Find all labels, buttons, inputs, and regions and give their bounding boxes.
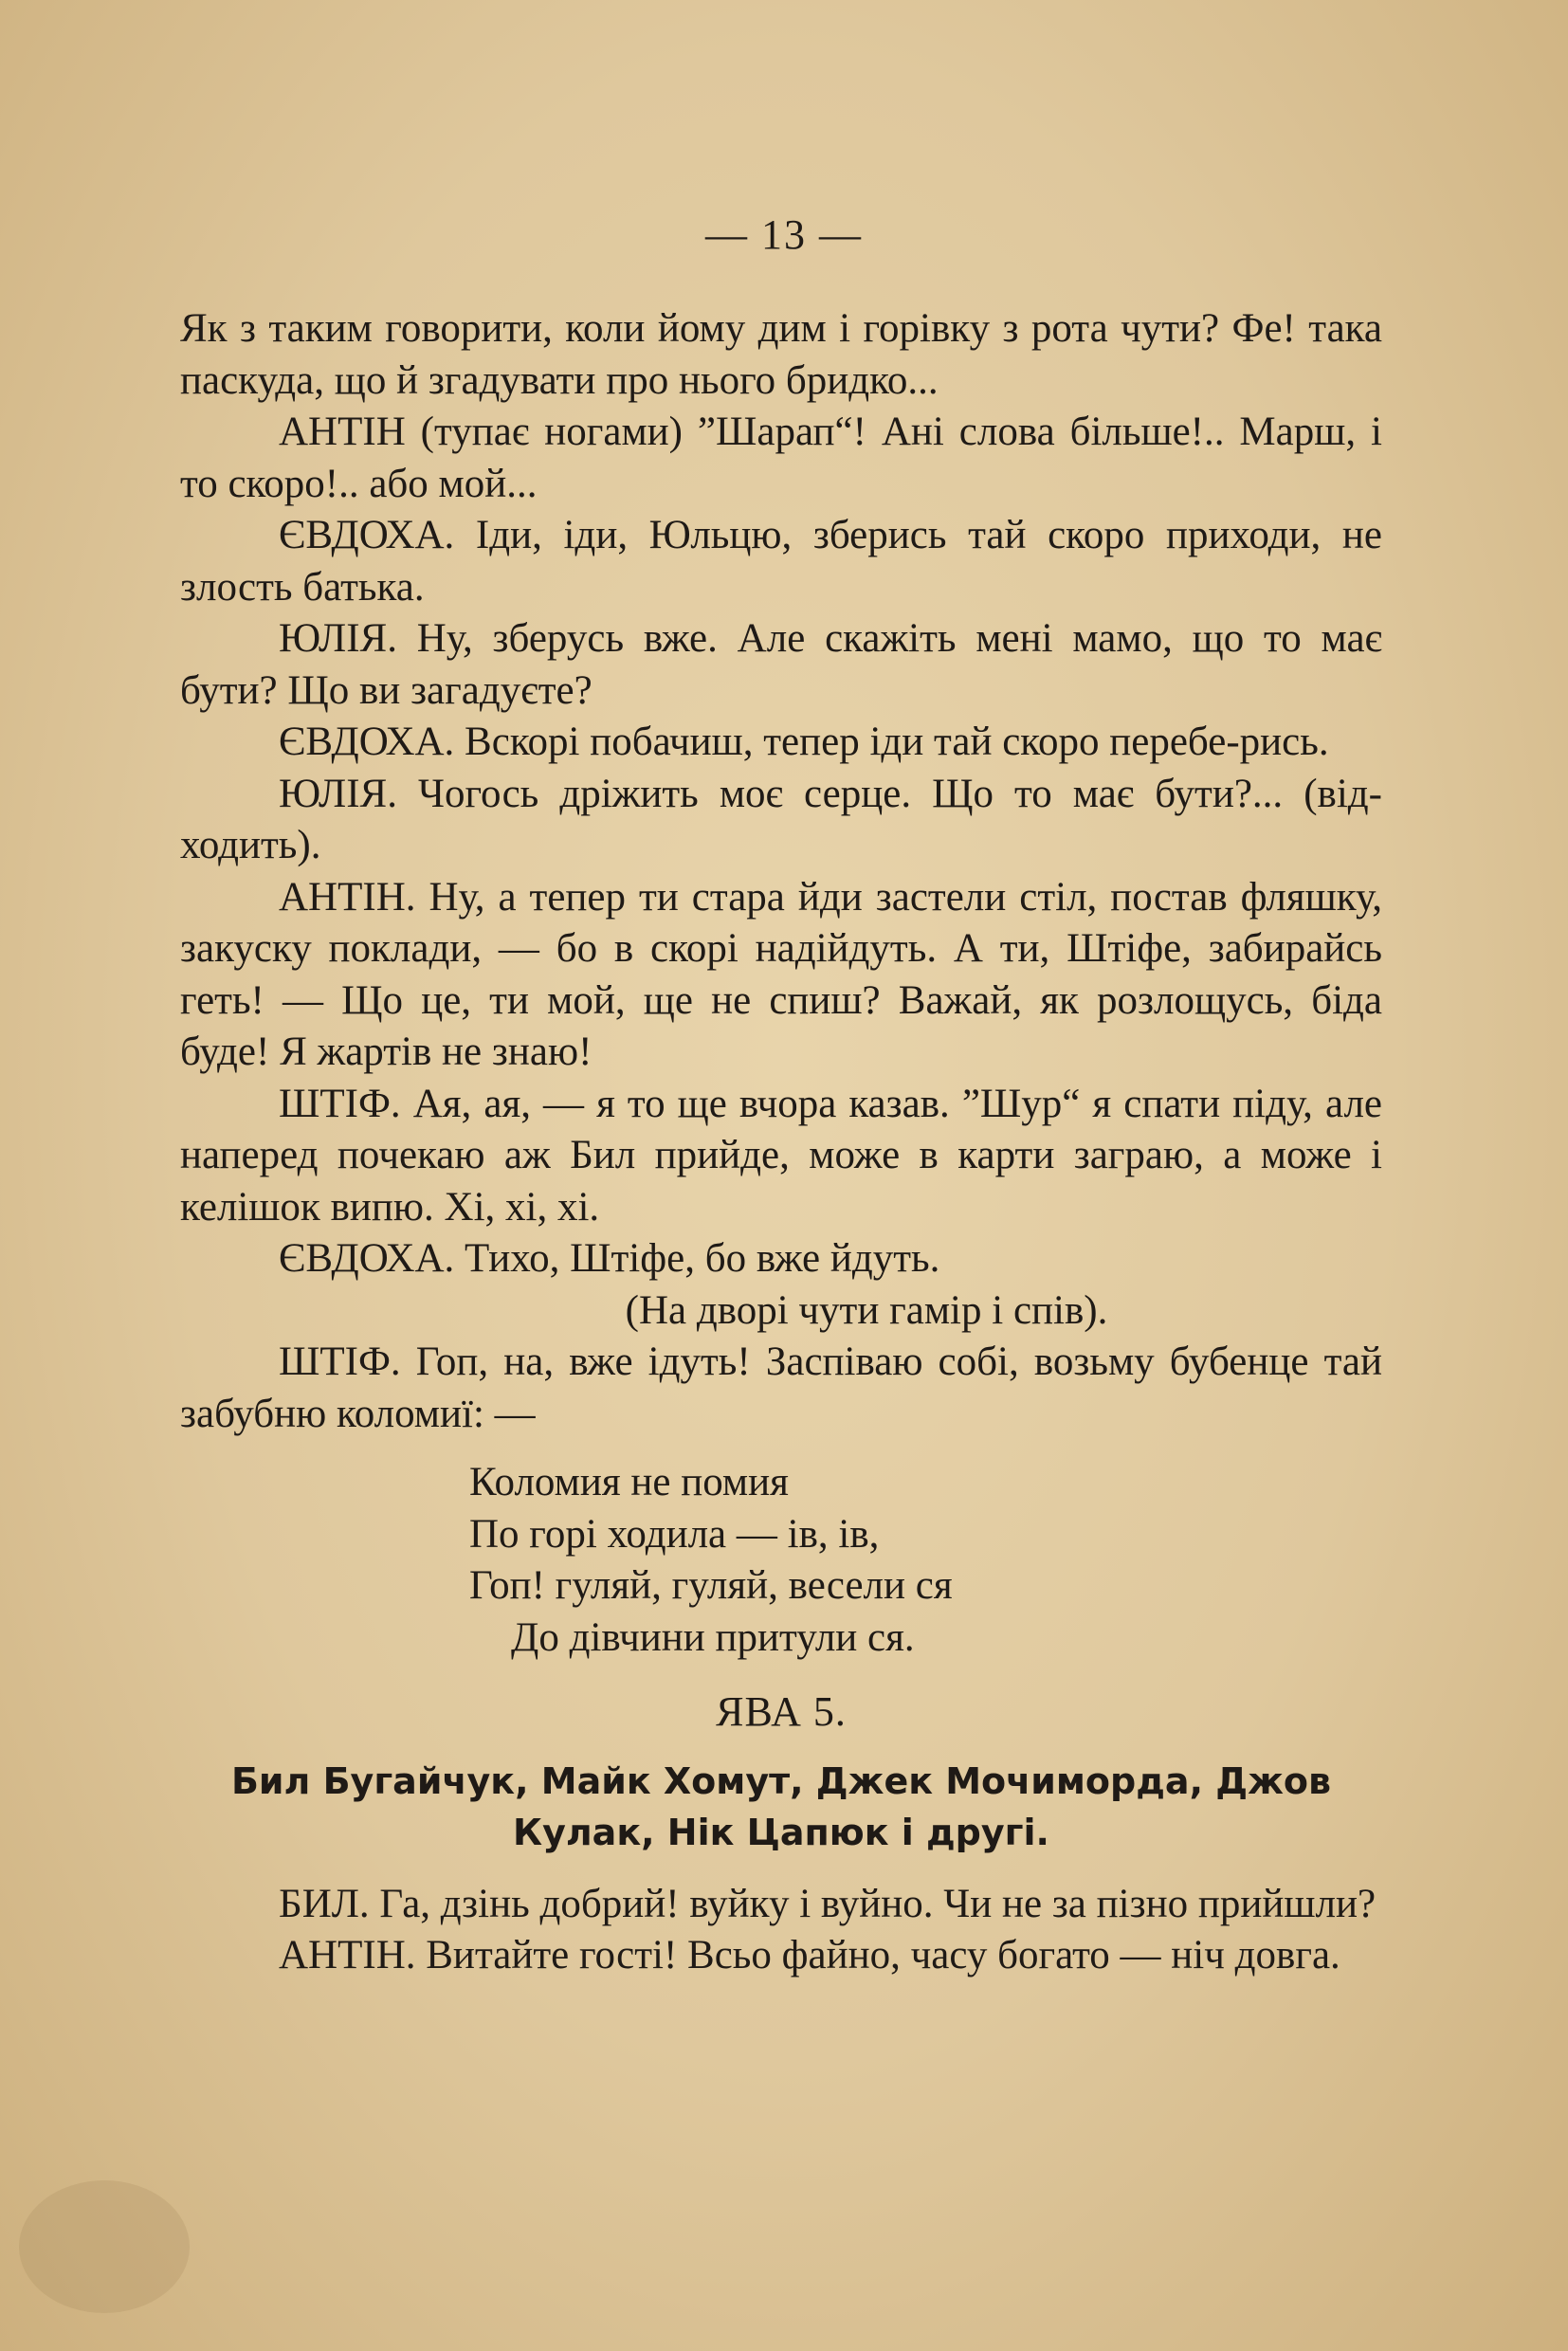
paragraph-bil: БИЛ. Га, дзінь добрий! вуйку і вуйно. Чи не за пізно прийшли?: [279, 1881, 1377, 1926]
song-verse: [469, 1457, 1382, 1664]
scene-title: ЯВА 5.: [716, 1688, 847, 1735]
paragraph-shtif: ШТІФ. Ая, ая, — я то ще вчора казав. ”Шур“ я спати піду, але наперед почекаю аж Бил прийде, може в карти заграю, а може і келішок випю. Хі, хі, хі.: [180, 1081, 1382, 1230]
paragraph-yuliia: ЮЛІЯ. Ну, зберусь вже. Але скажіть мені мамо, що то має бути? Що ви загадуєте?: [180, 616, 1382, 713]
paragraph-continued: Як з таким говорити, коли йому дим і горівку з рота чути? Фе! така паскуда, що й згадувати про нього бридко...: [180, 306, 1382, 403]
paragraph-yevdokha: ЄВДОХА. Іди, іди, Юльцю, зберись тай скоро приходи, не злость батька.: [180, 513, 1382, 610]
stage-direction: (На дворі чути гамір і спів).: [625, 1287, 1108, 1333]
verse-line: Гоп! гуляй, гуляй, весели ся: [469, 1563, 953, 1608]
cast-list: Бил Бугайчук, Майк Хомут, Джек Мочиморда, Джов Кулак, Нік Цапюк і другі.: [230, 1759, 1332, 1853]
paragraph-yuliia: ЮЛІЯ. Чогось дріжить моє серце. Що то має бути?... (від-ходить).: [180, 771, 1382, 867]
paragraph-antin: АНТІН (тупає ногами) ”Шарап“! Ані слова більше!.. Марш, і то скоро!.. або мой...: [180, 410, 1382, 506]
paragraph-yevdokha: ЄВДОХА. Вскорі побачиш, тепер іди тай скоро перебе-рись.: [279, 720, 1329, 764]
verse-line: Коломия не помия: [469, 1460, 789, 1504]
paragraph-antin: АНТІН. Витайте гості! Всьо файно, часу богато — ніч довга.: [279, 1933, 1340, 1977]
paragraph-yevdokha: ЄВДОХА. Тихо, Штіфе, бо вже йдуть.: [279, 1236, 940, 1281]
paragraph-shtif: ШТІФ. Гоп, на, вже ідуть! Заспіваю собі, возьму бубенце тай забубню коломиї: —: [180, 1340, 1382, 1436]
paragraph-antin: АНТІН. Ну, а тепер ти стара йди застели стіл, постав фляшку, закуску поклади, — бо в скорі надійдуть. А ти, Штіфе, забирайсь геть! — Що це, ти мой, ще не спиш? Важай, як розлощусь, біда буде! Я жартів не знаю!: [180, 874, 1382, 1074]
paper-stain: [19, 2180, 190, 2313]
verse-line: До дівчини притули ся.: [511, 1614, 915, 1660]
verse-line: По горі ходила — ів, ів,: [469, 1511, 880, 1557]
play-text: [180, 303, 1382, 1982]
page-number: — 13 —: [705, 211, 863, 258]
